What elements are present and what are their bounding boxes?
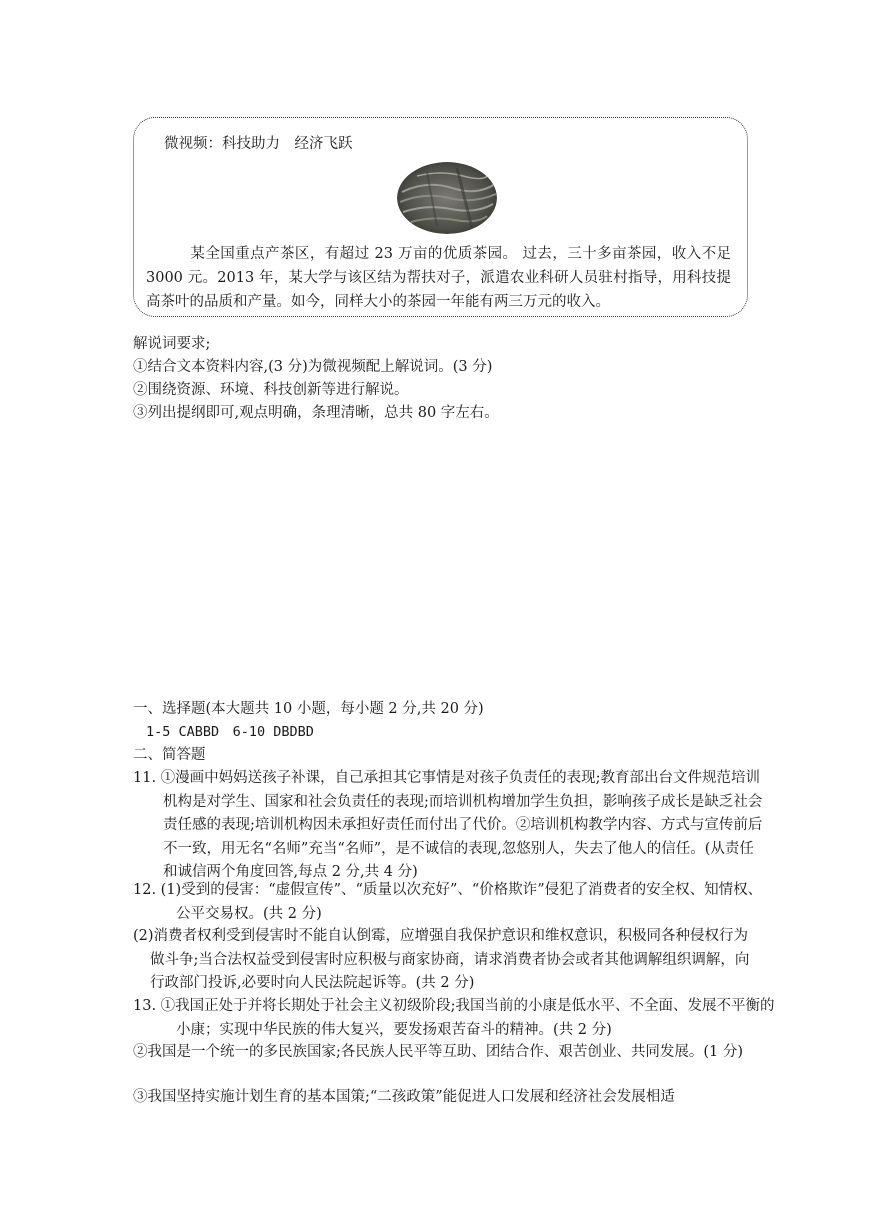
requirement-item: ③列出提纲即可,观点明确，条理清晰，总共 80 字左右。 [133, 405, 499, 421]
section1-heading: 一、选择题(本大题共 10 小题，每小题 2 分,共 20 分) [133, 701, 484, 717]
answer-q13-part3: ③我国坚持实施计划生育的基本国策;“二孩政策”能促进人口发展和经济社会发展相适 [133, 1089, 675, 1105]
section1-answers: 1-5 CABBD 6-10 DBDBD [146, 724, 314, 740]
answer-q13-part1: 13. ①我国正处于并将长期处于社会主义初级阶段;我国当前的小康是低水平、不全面、发展不平衡的小康；实现中华民族的伟大复兴，要发扬艰苦奋斗的精神。(共 2 分) [133, 998, 775, 1038]
answer-q11: 11. ①漫画中妈妈送孩子补课，自己承担其它事情是对孩子负责任的表现;教育部出台文件规范培训机构是对学生、国家和社会负责任的表现;而培训机构增加学生负担，影响孩子成长是缺乏社会责任感的表现;培训机构因未承担好责任而付出了代价。②培训机构教学内容、方式与宣传前后不一致，用无名“名师”充当“名师”，是不诚信的表现,忽悠别人，失去了他人的信任。(从责任和诚信两个角度回答,每点 2 分,共 4 分) [133, 770, 763, 880]
answer-q12-part2: (2)消费者权利受到侵害时不能自认倒霉，应增强自我保护意识和维权意识，积极同各种侵权行为做斗争;当合法权益受到侵害时应积极与商家协商，请求消费者协会或者其他调解组织调解，向行政部门投诉,必要时向人民法院起诉等。(共 2 分) [133, 928, 750, 991]
micro-video-paragraph: 某全国重点产茶区，有超过 23 万亩的优质茶园。 过去，三十多亩茶园，收入不足 3000 元。2013 年，某大学与该区结为帮扶对子，派遣农业科研人员驻村指导，用科技提高茶叶的品质和产量。如今，同样大小的茶园一年能有两三万元的收入。 [146, 246, 731, 310]
requirement-item: ①结合文本资料内容,(3 分)为微视频配上解说词。(3 分) [133, 359, 493, 375]
answer-q13-part2: ②我国是一个统一的多民族国家;各民族人民平等互助、团结合作、艰苦创业、共同发展。(1 分) [133, 1044, 744, 1060]
section2-heading: 二、简答题 [133, 747, 206, 763]
tea-garden-image [397, 162, 497, 234]
answer-q12-part1: 12. (1)受到的侵害：“虚假宣传”、“质量以次充好”、“价格欺诈”侵犯了消费者的安全权、知情权、公平交易权。(共 2 分) [133, 882, 763, 922]
micro-video-box [133, 117, 748, 317]
requirement-item: ②围绕资源、环境、科技创新等进行解说。 [133, 382, 409, 398]
requirements-heading: 解说词要求; [133, 336, 211, 352]
micro-video-title: 微视频：科技助力 经济飞跃 [164, 136, 353, 152]
